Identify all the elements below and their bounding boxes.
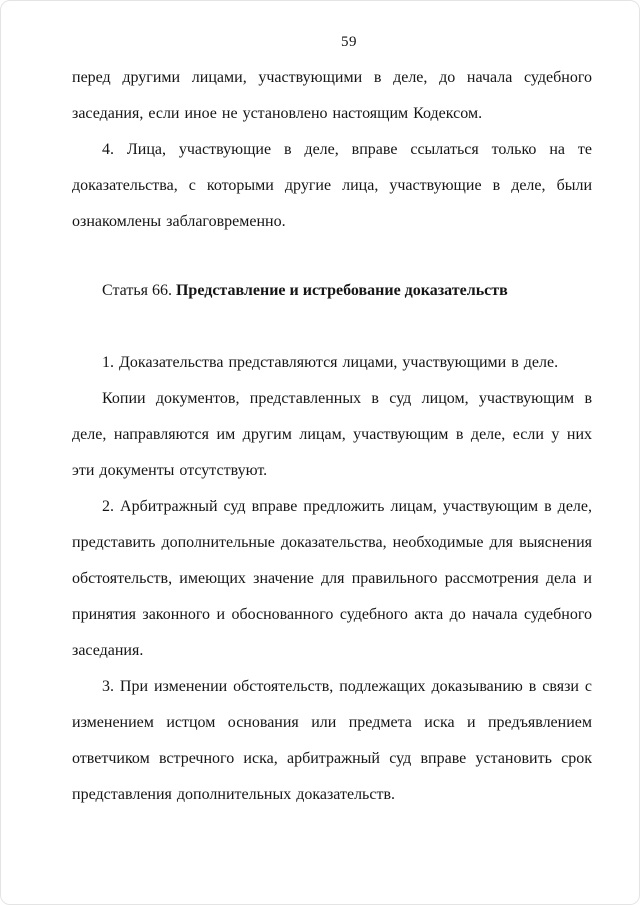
paragraph-point-4: 4. Лица, участвующие в деле, вправе ссылаться только на те доказательства, с которыми другие лица, участвующие в деле, были ознакомлены заблаговременно. (72, 141, 592, 230)
article-number-label: Статья 66. (102, 282, 176, 299)
paragraph-point-1-copies: Копии документов, представленных в суд лицом, участвующим в деле, направляются им другим лицам, участвующим в деле, если у них эти документы отсутствуют. (72, 390, 592, 479)
paragraph-point-3: 3. При изменении обстоятельств, подлежащих доказыванию в связи с изменением истцом основания или предмета иска и предъявлением ответчиком встречного иска, арбитражный суд вправе установить срок представления дополнительных доказательств. (72, 678, 592, 803)
paragraph-point-1: 1. Доказательства представляются лицами, участвующими в деле. (102, 354, 559, 371)
article-66-heading (72, 273, 592, 309)
page-number: 59 (341, 34, 357, 50)
paragraph-point-2: 2. Арбитражный суд вправе предложить лицам, участвующим в деле, представить дополнительные доказательства, необходимые для выяснения обстоятельств, имеющих значение для правильного рассмотрения дела и принятия законного и обоснованного судебного акта до начала судебного заседания. (72, 498, 592, 659)
document-body (72, 60, 592, 813)
paragraph-continuation: перед другими лицами, участвующими в деле, до начала судебного заседания, если иное не установлено настоящим Кодексом. (72, 69, 592, 122)
article-title: Представление и истребование доказательств (175, 282, 508, 299)
